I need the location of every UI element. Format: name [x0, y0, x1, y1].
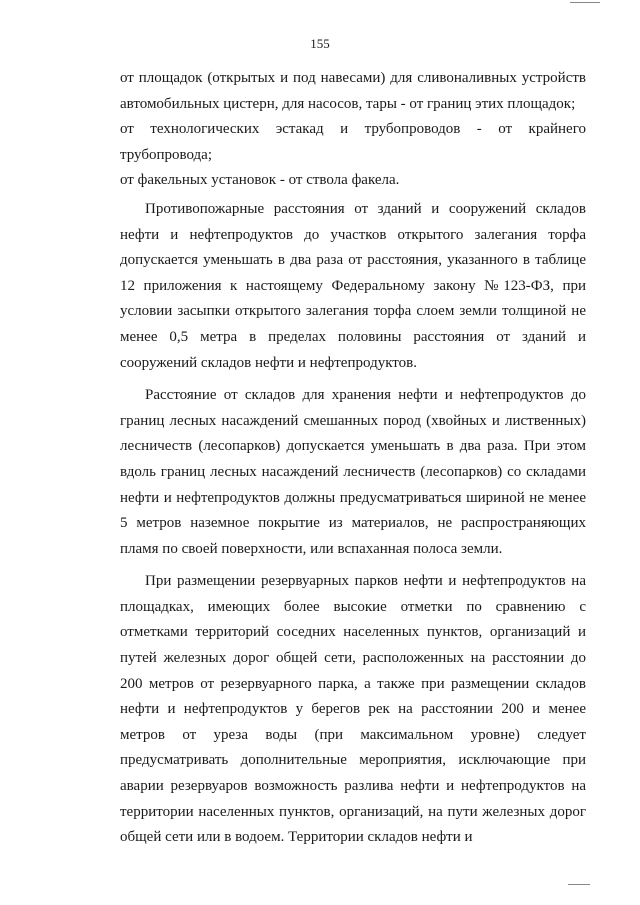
- paragraph-3: от факельных установок - от ствола факела.: [120, 172, 400, 189]
- scan-mark-top: [570, 2, 600, 3]
- paragraph-5: Расстояние от складов для хранения нефти и нефтепродуктов до границ лесных насаждений смешанных пород (хвойных и лиственных) лесничеств (лесопарков) допускается уменьшать в два раза. При этом вдоль границ лесных насаждений лесничеств (лесопарков) со складами нефти и нефтепродуктов должны предусматриваться шириной не менее 5 метров наземное покрытие из материалов, не распространяющих пламя по своей поверхности, или вспаханная полоса земли.: [120, 387, 586, 557]
- paragraph-6: При размещении резервуарных парков нефти и нефтепродуктов на площадках, имеющих более высокие отметки по сравнению с отметками территорий соседних населенных пунктов, организаций и путей железных дорог общей сети, расположенных на расстоянии до 200 метров от резервуарного парка, а также при размещении складов нефти и нефтепродуктов у берегов рек на расстоянии 200 и менее метров от уреза воды (при максимальном уровне) следует предусматривать дополнительные мероприятия, исключающие при аварии резервуаров возможность разлива нефти и нефтепродуктов на территории населенных пунктов, организаций, на пути железных дорог общей сети или в водоем. Территории складов нефти и: [120, 573, 586, 846]
- paragraph-1: от площадок (открытых и под навесами) для сливоналивных устройств автомобильных цистерн, для насосов, тары - от границ этих площадок;: [120, 70, 586, 112]
- scan-mark-bottom: [568, 884, 590, 885]
- page-number: 155: [310, 36, 330, 51]
- paragraph-4: Противопожарные расстояния от зданий и сооружений складов нефти и нефтепродуктов до участков открытого залегания торфа допускается уменьшать в два раза от расстояния, указанного в таблице 12 приложения к настоящему Федеральному закону №123-ФЗ, при условии засыпки открытого залегания торфа слоем земли толщиной не менее 0,5 метра в пределах половины расстояния от зданий и сооружений складов нефти и нефтепродуктов.: [120, 200, 586, 371]
- paragraph-2: от технологических эстакад и трубопроводов - от крайнего трубопровода;: [120, 121, 586, 163]
- document-body: [120, 66, 586, 851]
